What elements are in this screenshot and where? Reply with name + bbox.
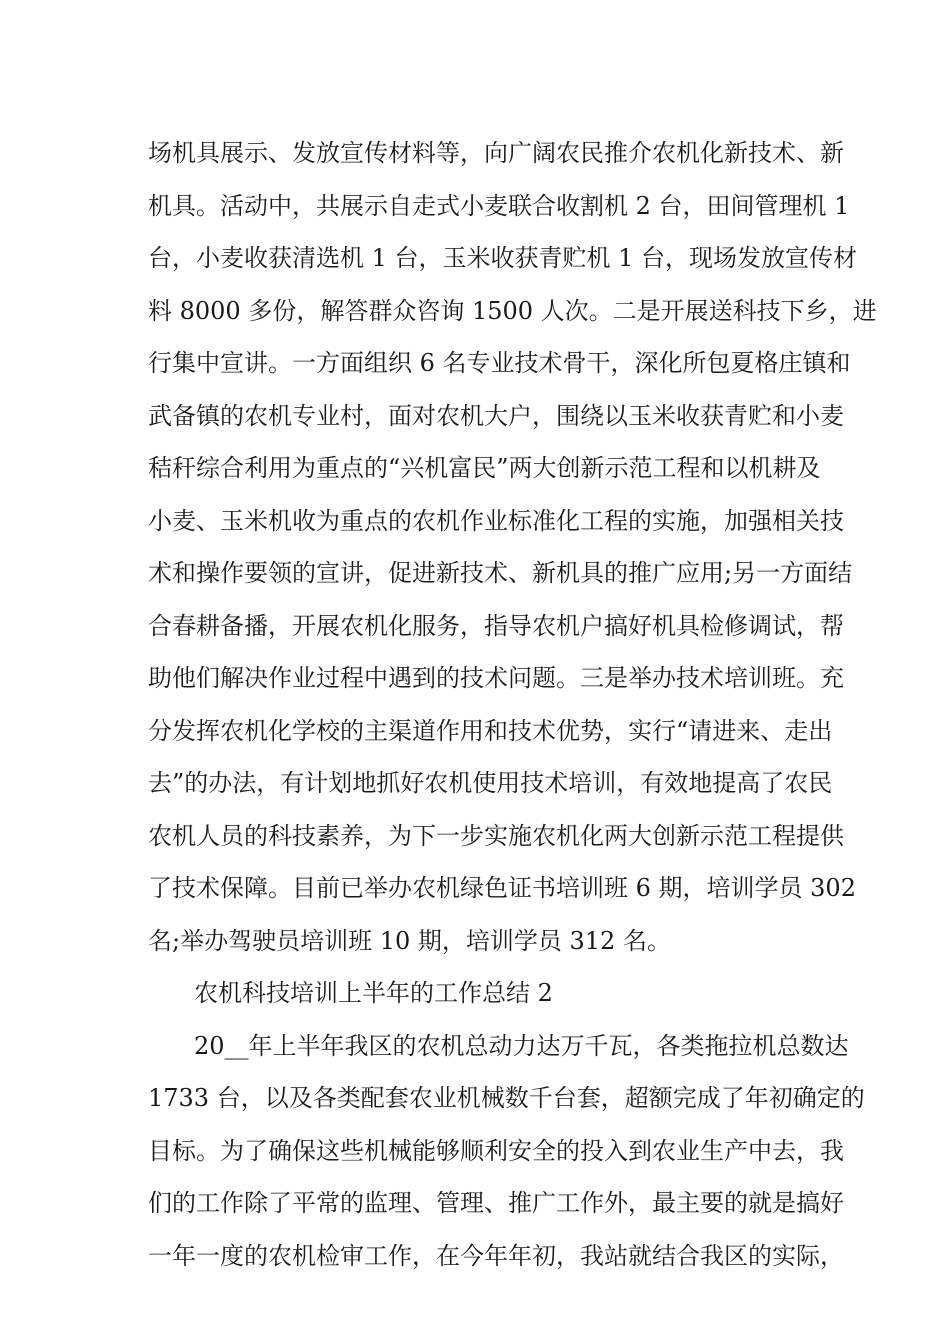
paragraph-line: 去”的办法，有计划地抓好农机使用技术培训，有效地提高了农民 bbox=[148, 769, 833, 797]
paragraph-line: 料 8000 多份，解答群众咨询 1500 人次。二是开展送科技下乡，进 bbox=[148, 296, 877, 325]
paragraph-line: 小麦、玉米机收为重点的农机作业标准化工程的实施，加强相关技 bbox=[148, 506, 844, 535]
paragraph-line: 20__年上半年我区的农机总动力达万千瓦，各类拖拉机总数达 bbox=[194, 1031, 849, 1060]
paragraph-line: 武备镇的农机专业村，面对农机大户，围绕以玉米收获青贮和小麦 bbox=[148, 401, 844, 430]
paragraph-line: 了技术保障。目前已举办农机绿色证书培训班 6 期，培训学员 302 bbox=[148, 874, 856, 902]
paragraph-line: 机具。活动中，共展示自走式小麦联合收割机 2 台，田间管理机 1 bbox=[148, 191, 850, 220]
paragraph-line: 秸秆综合利用为重点的“兴机富民”两大创新示范工程和以机耕及 bbox=[148, 454, 821, 482]
document-body bbox=[148, 127, 877, 1282]
paragraph-line: 目标。为了确保这些机械能够顺利安全的投入到农业生产中去，我 bbox=[148, 1136, 844, 1165]
paragraph-line: 行集中宣讲。一方面组织 6 名专业技术骨干，深化所包夏格庄镇和 bbox=[148, 349, 851, 377]
paragraph-line: 术和操作要领的宣讲，促进新技术、新机具的推广应用;另一方面结 bbox=[148, 559, 853, 587]
section-heading: 农机科技培训上半年的工作总结 2 bbox=[194, 979, 553, 1007]
paragraph-line: 台，小麦收获清选机 1 台，玉米收获青贮机 1 台，现场发放宣传材 bbox=[148, 244, 858, 272]
paragraph-line: 农机人员的科技素养，为下一步实施农机化两大创新示范工程提供 bbox=[148, 821, 844, 850]
paragraph-line: 分发挥农机化学校的主渠道作用和技术优势，实行“请进来、走出 bbox=[148, 716, 833, 745]
paragraph-line: 助他们解决作业过程中遇到的技术问题。三是举办技术培训班。充 bbox=[148, 664, 844, 692]
paragraph-line: 名;举办驾驶员培训班 10 期，培训学员 312 名。 bbox=[148, 926, 671, 955]
paragraph-line: 们的工作除了平常的监理、管理、推广工作外，最主要的就是搞好 bbox=[148, 1189, 844, 1217]
paragraph-line: 合春耕备播，开展农机化服务，指导农机户搞好机具检修调试，帮 bbox=[148, 611, 844, 640]
paragraph-line: 场机具展示、发放宣传材料等，向广阔农民推介农机化新技术、新 bbox=[148, 139, 844, 167]
paragraph-line: 一年一度的农机检审工作，在今年年初，我站就结合我区的实际， bbox=[148, 1241, 844, 1270]
paragraph-line: 1733 台，以及各类配套农业机械数千台套，超额完成了年初确定的 bbox=[148, 1084, 865, 1112]
